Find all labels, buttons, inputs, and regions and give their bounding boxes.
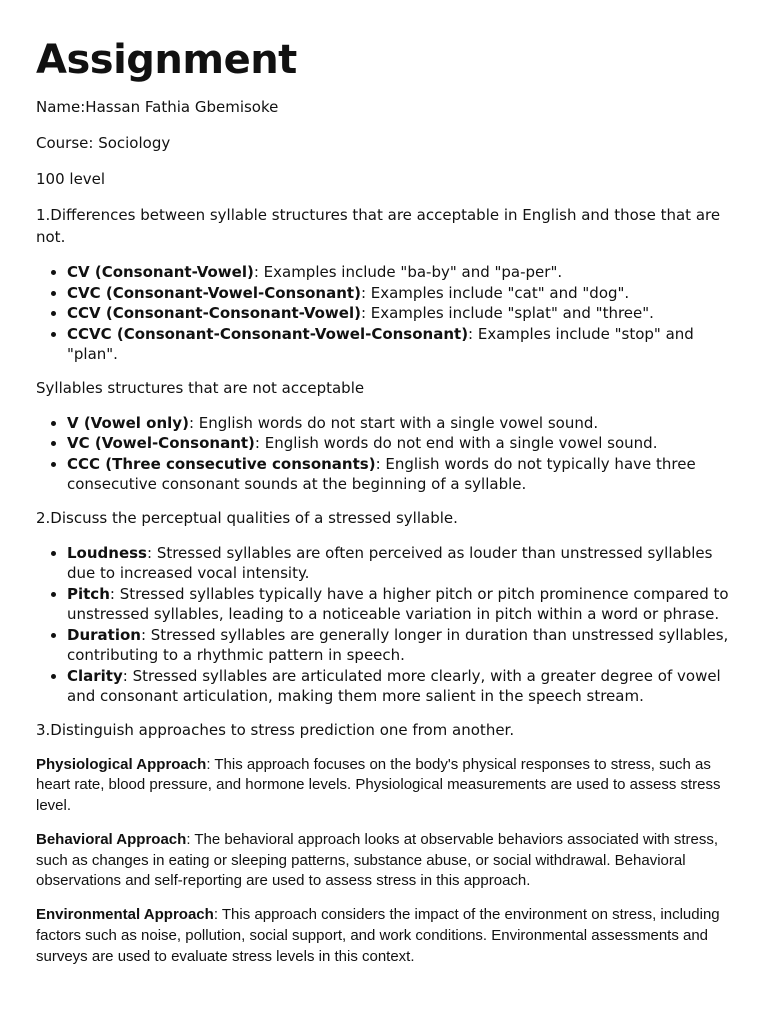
stressed-qualities-list — [36, 543, 732, 707]
list-item-text: : Examples include "cat" and "dog". — [360, 283, 630, 302]
list-item-term: V (Vowel only) — [67, 413, 189, 432]
acceptable-structures-list — [36, 262, 732, 365]
approach-term: Behavioral Approach — [36, 830, 187, 848]
list-item-text: : Examples include "ba-by" and "pa-per". — [253, 263, 563, 281]
question-3: 3.Distinguish approaches to stress prediction one from another. — [36, 720, 515, 739]
list-item-term: Pitch — [67, 584, 110, 603]
page-title: Assignment — [36, 37, 297, 83]
list-item-text: : Stressed syllables are articulated more clearly, with a greater degree of vowel and consonant articulation, making them more salient in the speech stream. — [67, 666, 721, 705]
list-item — [67, 543, 732, 584]
approach-paragraph — [36, 905, 732, 967]
list-item-term: Loudness — [67, 543, 147, 562]
list-item-text: : Stressed syllables typically have a higher pitch or pitch prominence compared to unstressed syllables, leading to a noticeable variation in pitch within a word or phrase. — [67, 584, 729, 623]
approach-text: : The behavioral approach looks at observable behaviors associated with stress, such as changes in eating or sleeping patterns, substance abuse, or social withdrawal. Behavioral observations and self-reporting are used to assess stress in this approach. — [36, 830, 719, 890]
list-item-text: : Stressed syllables are generally longer in duration than unstressed syllables, contributing to a rhythmic pattern in speech. — [67, 625, 729, 664]
list-item-term: Duration — [67, 625, 141, 644]
list-item — [67, 303, 732, 324]
list-item-term: CCV (Consonant-Consonant-Vowel) — [67, 304, 361, 322]
list-item-term: CVC (Consonant-Vowel-Consonant) — [67, 283, 361, 302]
list-item-text: : Examples include "splat" and "three". — [360, 304, 654, 322]
approach-text: : This approach focuses on the body's physical responses to stress, such as heart rate, blood pressure, and hormone levels. Physiological measurements are used to assess stress level. — [36, 755, 721, 815]
list-item-term: CCC (Three consecutive consonants) — [67, 454, 376, 473]
not-acceptable-structures-list — [36, 413, 732, 495]
list-item-term: Clarity — [67, 666, 123, 685]
question-1: 1.Differences between syllable structures that are acceptable in English and those that are not. — [36, 206, 721, 246]
list-item — [67, 324, 732, 365]
list-item — [67, 433, 732, 454]
question-2: 2.Discuss the perceptual qualities of a stressed syllable. — [36, 508, 458, 527]
list-item-term: VC (Vowel-Consonant) — [67, 434, 255, 452]
list-item-text: : English words do not end with a single vowel sound. — [254, 434, 658, 452]
course-name: Course: Sociology — [36, 134, 171, 152]
list-item — [67, 454, 732, 495]
approach-text: : This approach considers the impact of the environment on stress, including factors such as noise, pollution, social support, and work conditions. Environmental assessments and surveys are used to evaluate stress levels in this context. — [36, 906, 720, 965]
approach-paragraph — [36, 830, 732, 892]
list-item-text: : Stressed syllables are often perceived as louder than unstressed syllables due to increased vocal intensity. — [67, 543, 713, 582]
list-item-term: CCVC (Consonant-Consonant-Vowel-Consonant) — [67, 324, 469, 343]
approach-paragraph — [36, 755, 732, 817]
approach-term: Environmental Approach — [36, 906, 214, 924]
list-item — [67, 283, 732, 304]
level: 100 level — [36, 170, 106, 188]
list-item — [67, 262, 732, 283]
list-item-term: CV (Consonant-Vowel) — [67, 263, 254, 281]
list-item — [67, 666, 732, 707]
student-name: Name:Hassan Fathia Gbemisoke — [36, 98, 279, 116]
list-item — [67, 413, 732, 434]
list-item-text: : English words do not start with a single vowel sound. — [188, 413, 599, 432]
approach-term: Physiological Approach — [36, 755, 207, 773]
not-acceptable-heading: Syllables structures that are not acceptable — [36, 378, 365, 397]
list-item — [67, 625, 732, 666]
list-item-text: : English words do not typically have three consecutive consonant sounds at the beginning of a syllable. — [67, 454, 696, 493]
list-item-text: : Examples include "stop" and "plan". — [67, 324, 694, 363]
list-item — [67, 584, 732, 625]
